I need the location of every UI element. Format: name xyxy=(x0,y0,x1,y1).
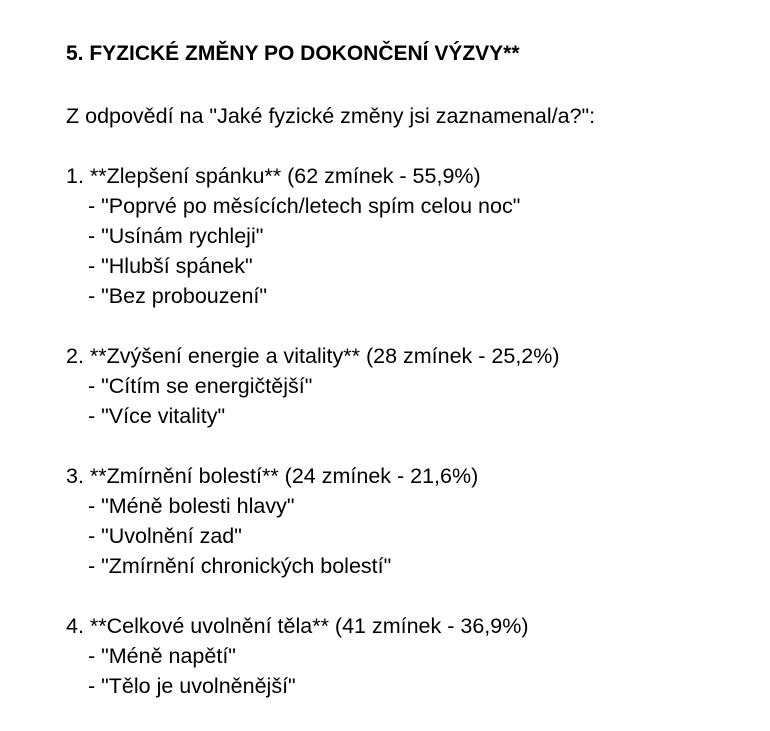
item-title: 4. **Celkové uvolnění těla** (41 zmínek - 36,9%) xyxy=(66,614,529,638)
quote-line: - "Více vitality" xyxy=(88,404,226,428)
list-item xyxy=(66,161,756,311)
item-title: 2. **Zvýšení energie a vitality** (28 zmínek - 25,2%) xyxy=(66,344,560,368)
intro-text: Z odpovědí na "Jaké fyzické změny jsi zaznamenal/a?": xyxy=(66,104,596,128)
document-body xyxy=(66,40,756,731)
quote-line: - "Zmírnění chronických bolestí" xyxy=(88,554,392,578)
quote-line: - "Méně napětí" xyxy=(88,644,236,668)
quote-line: - "Hlubší spánek" xyxy=(88,254,253,278)
item-title: 1. **Zlepšení spánku** (62 zmínek - 55,9%) xyxy=(66,164,481,188)
quote-line: - "Usínám rychleji" xyxy=(88,224,264,248)
quote-line: - "Poprvé po měsících/letech spím celou noc" xyxy=(88,194,521,218)
quote-line: - "Méně bolesti hlavy" xyxy=(88,494,295,518)
list-item xyxy=(66,611,756,701)
quote-line: - "Bez probouzení" xyxy=(88,284,268,308)
quote-line: - "Tělo je uvolněnější" xyxy=(88,674,296,698)
item-title: 3. **Zmírnění bolestí** (24 zmínek - 21,6%) xyxy=(66,464,479,488)
list-item xyxy=(66,341,756,431)
list-item xyxy=(66,461,756,581)
section-heading: 5. FYZICKÉ ZMĚNY PO DOKONČENÍ VÝZVY** xyxy=(66,42,520,65)
quote-line: - "Uvolnění zad" xyxy=(88,524,242,548)
quote-line: - "Cítím se energičtější" xyxy=(88,374,313,398)
